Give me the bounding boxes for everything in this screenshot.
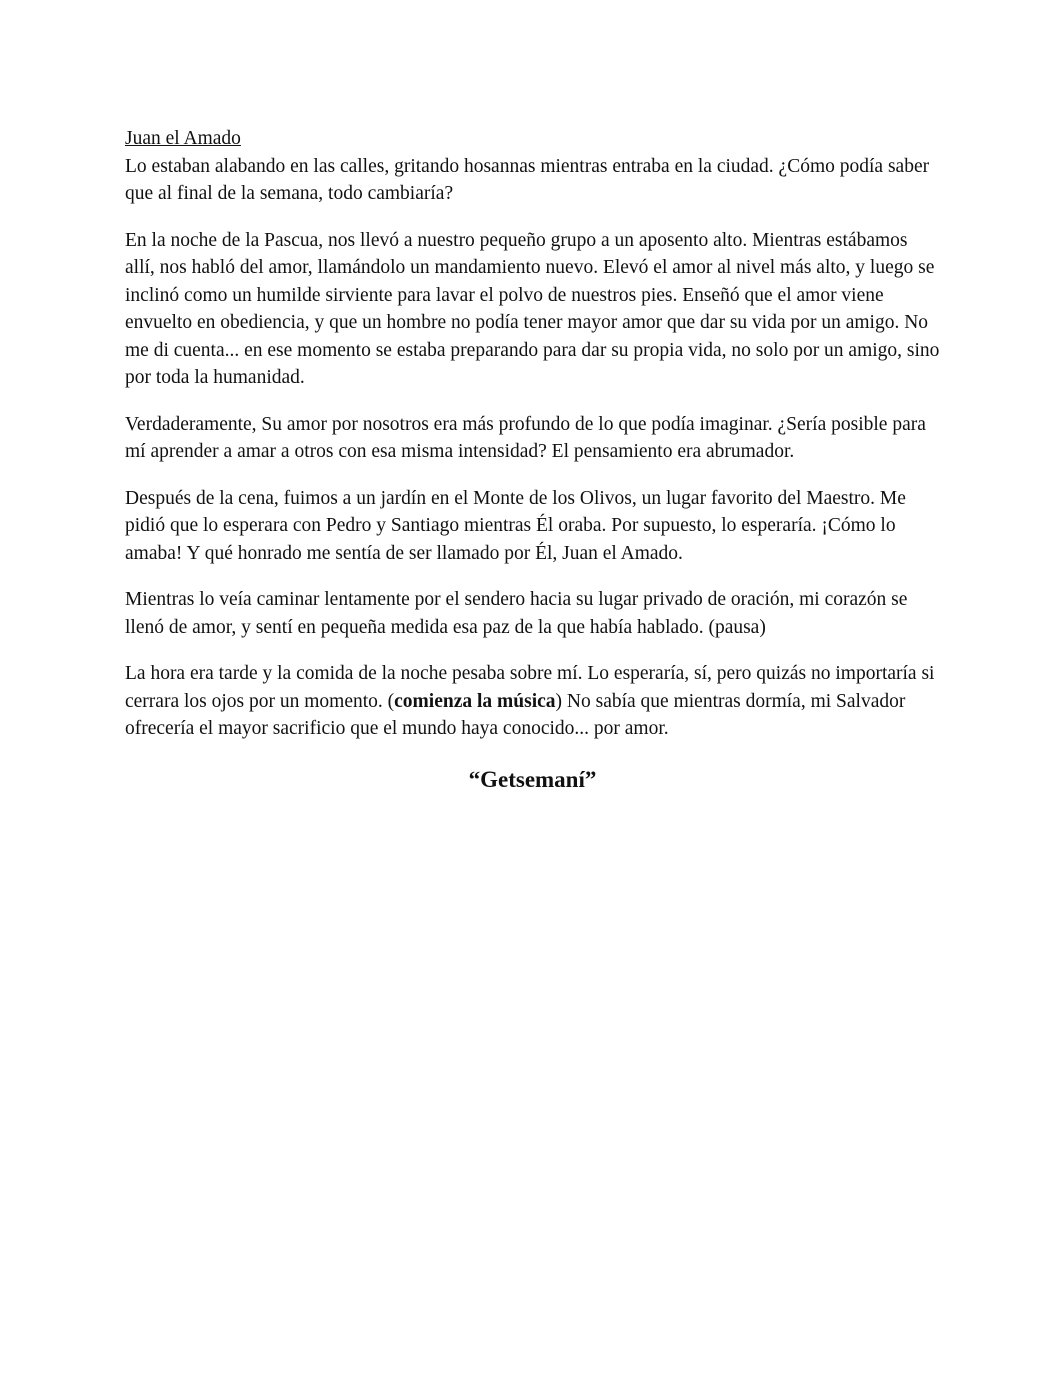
- paragraph-2: En la noche de la Pascua, nos llevó a nuestro pequeño grupo a un aposento alto. Mientras estábamos allí, nos habló del amor, llamándolo un mandamiento nuevo. Elevó el amor al nivel más alto, y luego se inclinó como un humilde sirviente para lavar el polvo de nuestros pies. Enseñó que el amor viene envuelto en obediencia, y que un hombre no podía tener mayor amor que dar su vida por un amigo. No me di cuenta... en ese momento se estaba preparando para dar su propia vida, no solo por un amigo, sino por toda la humanidad.: [125, 229, 940, 388]
- song-title: “Getsemaní”: [468, 766, 597, 792]
- paragraph-1: Lo estaban alabando en las calles, gritando hosannas mientras entraba en la ciudad. ¿Cómo podía saber que al final de la semana, todo cambiaría?: [125, 155, 930, 204]
- speaker-heading: Juan el Amado: [125, 128, 241, 149]
- paragraph-6-text-after: ) No sabía que mientras dormía, mi Salvador ofrecería el mayor sacrificio que el mundo haya conocido... por amor.: [125, 690, 906, 739]
- document-body: [125, 125, 940, 795]
- paragraph-5: Mientras lo veía caminar lentamente por el sendero hacia su lugar privado de oración, mi corazón se llenó de amor, y sentí en pequeña medida esa paz de la que había hablado. (pausa): [125, 589, 908, 638]
- music-cue: comienza la música: [394, 690, 556, 712]
- paragraph-6-text-before: La hora era tarde y la comida de la noche pesaba sobre mí. Lo esperaría, sí, pero quizás no importaría si cerrara los ojos por un momento. (: [125, 663, 935, 712]
- paragraph-3: Verdaderamente, Su amor por nosotros era más profundo de lo que podía imaginar. ¿Sería posible para mí aprender a amar a otros con esa misma intensidad? El pensamiento era abrumador.: [125, 413, 926, 462]
- paragraph-6: [125, 660, 940, 743]
- paragraph-4: Después de la cena, fuimos a un jardín en el Monte de los Olivos, un lugar favorito del Maestro. Me pidió que lo esperara con Pedro y Santiago mientras Él oraba. Por supuesto, lo esperaría. ¡Cómo lo amaba! Y qué honrado me sentía de ser llamado por Él, Juan el Amado.: [125, 487, 906, 564]
